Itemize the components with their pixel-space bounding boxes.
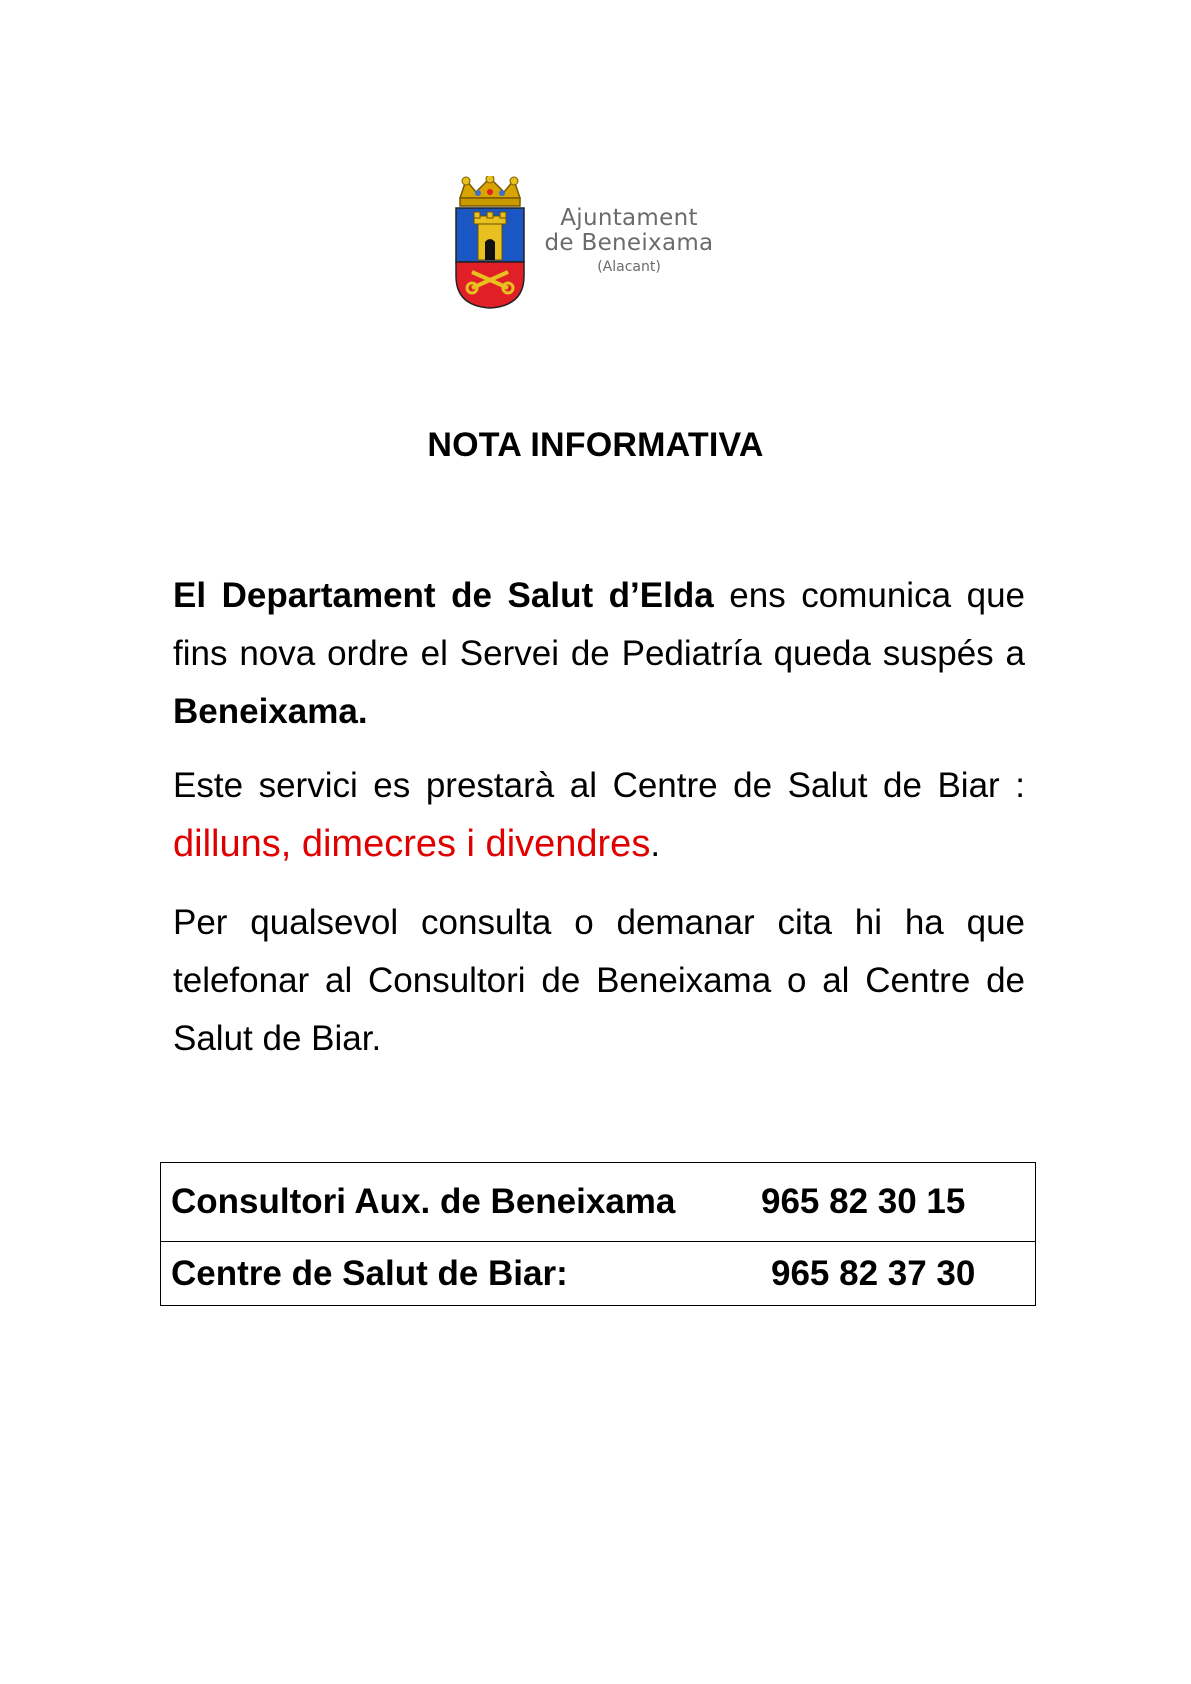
logo-line-beneixama: de Beneixama [544,230,714,257]
phone-number: 965 82 37 30 [751,1242,1036,1306]
announcement-text: ens comunica que fins nova ordre el Servei de Pediatría queda suspés a [173,576,1026,673]
town-name: Beneixama. [173,692,368,731]
logo-text [524,206,734,275]
paragraph-service-days [173,757,1025,874]
paragraph-contact [173,894,1025,1068]
phone-number: 965 82 30 15 [751,1163,1036,1242]
service-text-end: . [650,825,661,864]
phone-label: Consultori Aux. de Beneixama [161,1163,752,1242]
table-row [161,1242,1036,1306]
page-title: NOTA INFORMATIVA [427,426,764,464]
phone-table [160,1162,1036,1306]
service-days: dilluns, dimecres i divendres [173,823,651,865]
paragraph-announcement [173,567,1025,741]
coat-of-arms-icon [452,176,528,311]
department-name: El Departament de Salut d’Elda [173,576,714,615]
logo-line-ajuntament: Ajuntament [560,205,698,231]
table-row [161,1163,1036,1242]
phone-label: Centre de Salut de Biar: [161,1242,752,1306]
service-text: Este servici es prestarà al Centre de Salut de Biar : [173,766,1025,805]
logo-line-alacant: (Alacant) [597,258,661,275]
contact-text: Per qualsevol consulta o demanar cita hi ha que telefonar al Consultori de Beneixama o al Centre de Salut de Biar. [173,903,1025,1058]
municipal-logo [452,176,732,311]
